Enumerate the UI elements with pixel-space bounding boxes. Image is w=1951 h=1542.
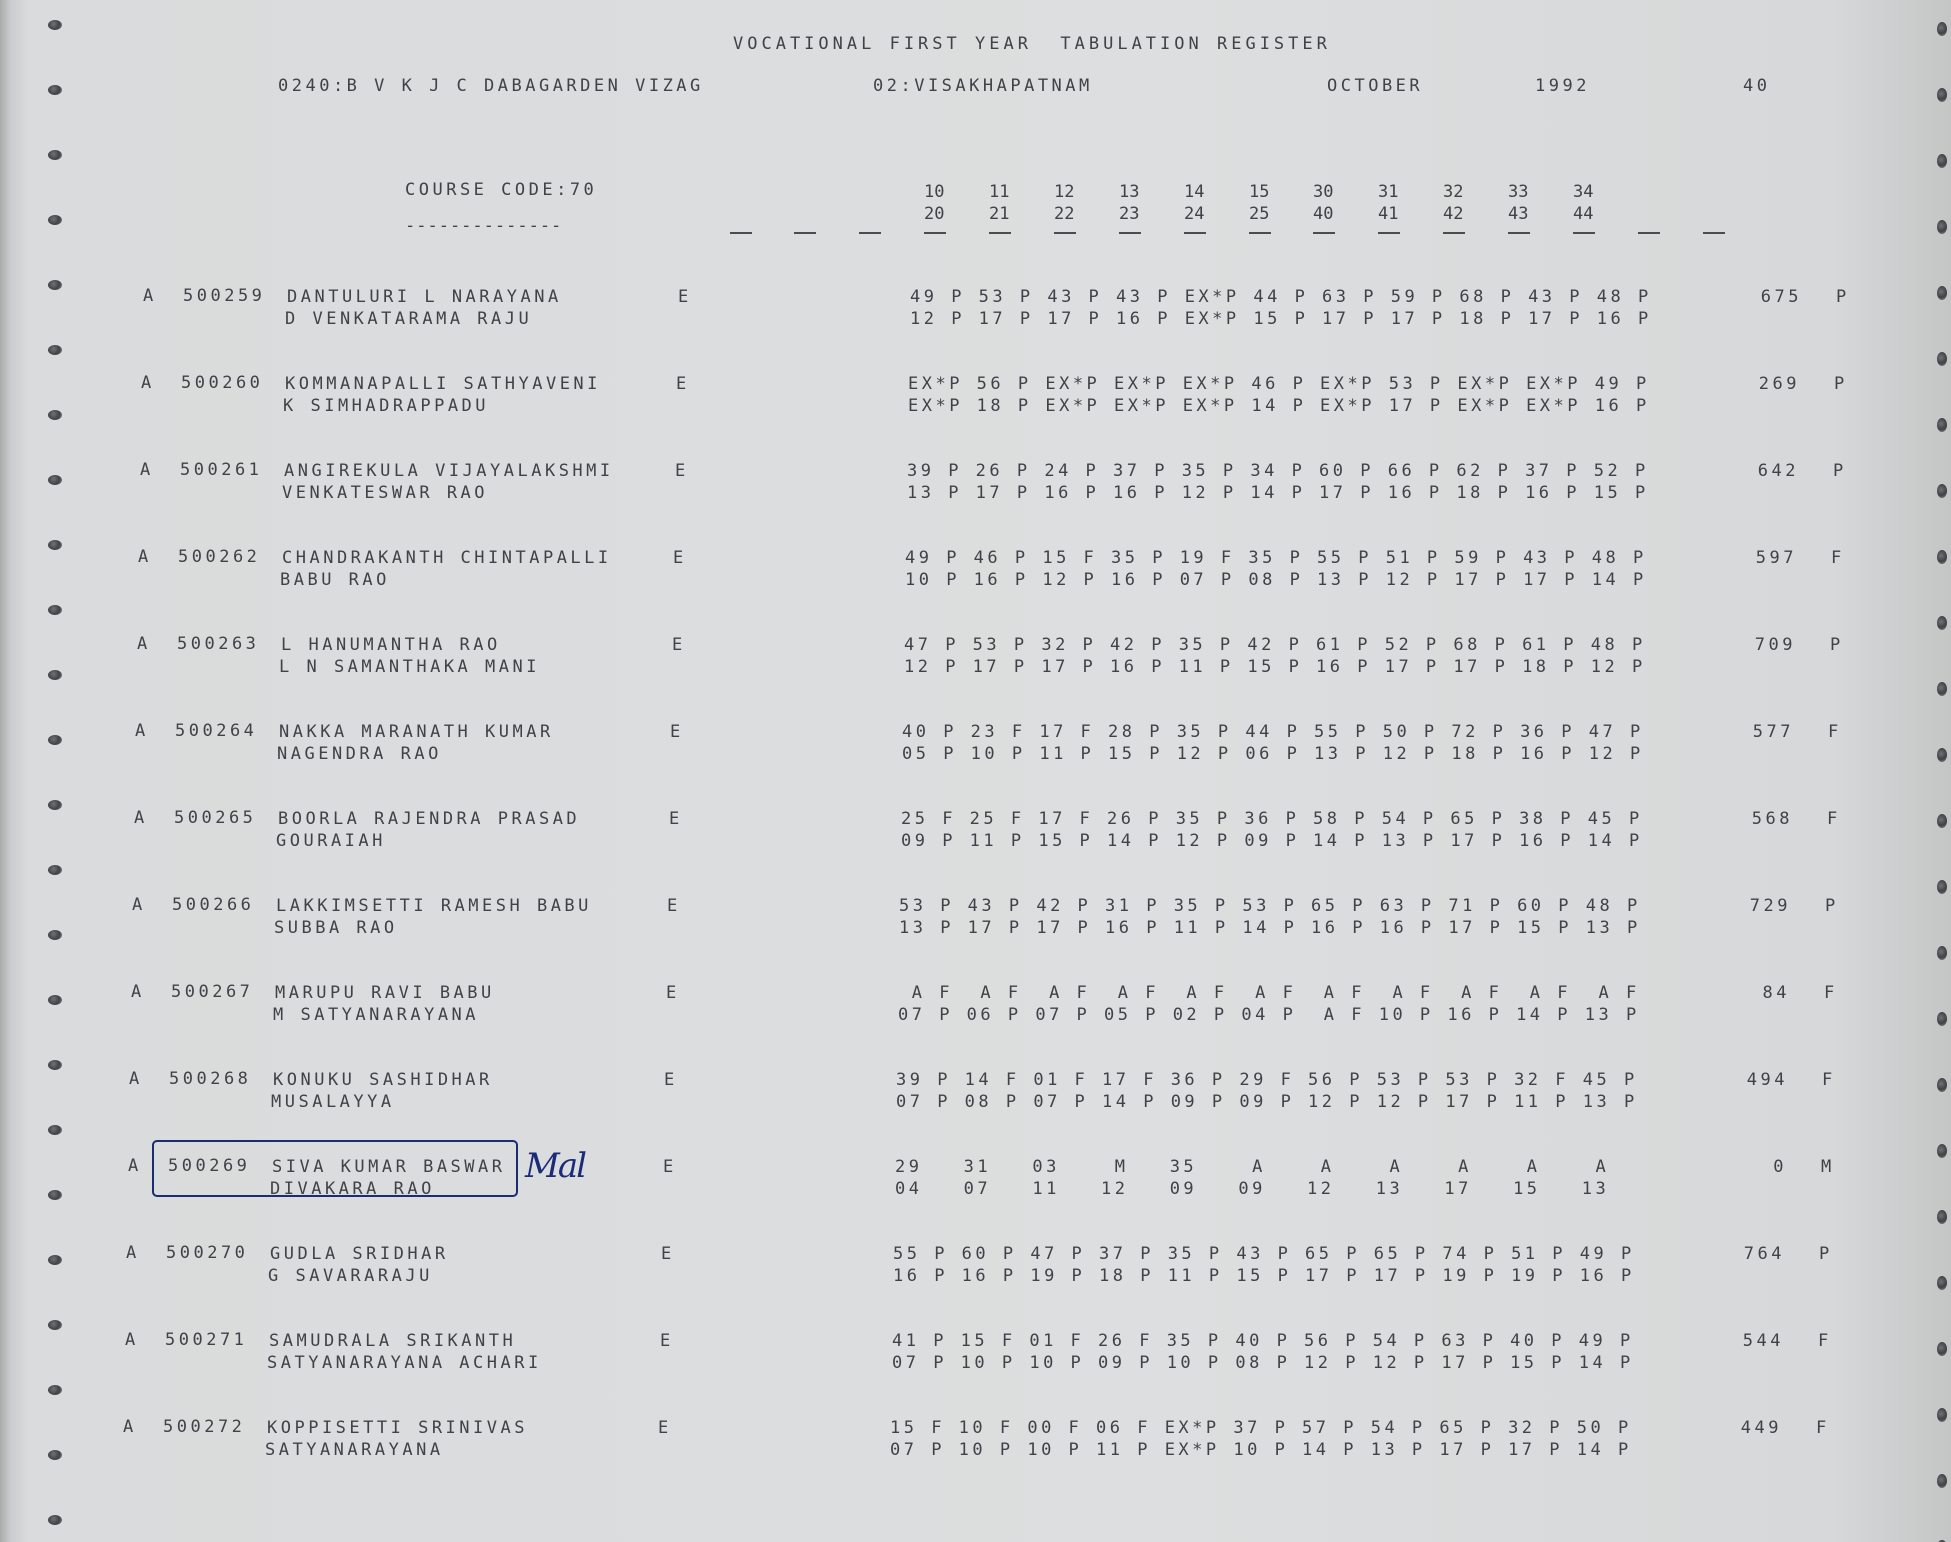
candidate-name: KOMMANAPALLI SATHYAVENI <box>285 374 601 394</box>
father-name: K SIMHADRAPPADU <box>283 396 490 416</box>
medium-code: E <box>667 896 681 916</box>
medium-code: E <box>676 374 690 394</box>
result-code: F <box>1828 722 1842 742</box>
marks-line-2: 04 07 11 12 09 09 12 13 17 15 13 <box>895 1179 1610 1199</box>
binder-hole <box>48 150 62 160</box>
result-code: F <box>1818 1331 1832 1351</box>
marks-line-2: 16 P 16 P 19 P 18 P 11 P 15 P 17 P 17 P 19 P 19 P 16 P <box>893 1266 1635 1286</box>
total-marks: 577 <box>1752 722 1794 742</box>
column-separator <box>924 232 946 236</box>
total-marks: 84 <box>1762 983 1790 1003</box>
binder-hole <box>48 1255 62 1265</box>
category-code: A <box>126 1243 140 1263</box>
roll-number: 500271 <box>165 1330 248 1350</box>
marks-line-2: 10 P 16 P 12 P 16 P 07 P 08 P 13 P 12 P 17 P 17 P 14 P <box>905 570 1647 590</box>
exam-year: 1992 <box>1535 76 1590 96</box>
marks-line-1: 40 P 23 F 17 F 28 P 35 P 44 P 55 P 50 P 72 P 36 P 47 P <box>902 722 1644 742</box>
roll-number: 500266 <box>172 895 255 915</box>
column-header-top: 34 <box>1573 182 1594 202</box>
course-code: COURSE CODE:70 <box>405 180 598 200</box>
medium-code: E <box>661 1244 675 1264</box>
binder-hole <box>48 1125 62 1135</box>
result-code: P <box>1819 1244 1833 1264</box>
total-marks: 544 <box>1742 1331 1784 1351</box>
column-header-top: 15 <box>1249 182 1270 202</box>
column-header-bottom: 23 <box>1119 204 1140 224</box>
candidate-name: SAMUDRALA SRIKANTH <box>269 1331 517 1351</box>
marks-line-2: 07 P 08 P 07 P 14 P 09 P 09 P 12 P 12 P 17 P 11 P 13 P <box>896 1092 1638 1112</box>
college-name: 0240:B V K J C DABAGARDEN VIZAG <box>278 76 704 96</box>
binder-hole <box>48 345 62 355</box>
binder-hole <box>48 995 62 1005</box>
marks-line-2: 13 P 17 P 16 P 16 P 12 P 14 P 17 P 16 P 18 P 16 P 15 P <box>907 483 1649 503</box>
column-separator <box>1184 232 1206 236</box>
result-code: P <box>1834 374 1848 394</box>
binder-hole <box>48 1320 62 1330</box>
roll-number: 500268 <box>169 1069 252 1089</box>
marks-line-1: 47 P 53 P 32 P 42 P 35 P 42 P 61 P 52 P 68 P 61 P 48 P <box>904 635 1646 655</box>
total-marks: 494 <box>1746 1070 1788 1090</box>
result-code: F <box>1824 983 1838 1003</box>
binder-hole <box>48 865 62 875</box>
roll-number: 500264 <box>175 721 258 741</box>
binder-hole <box>1937 946 1947 960</box>
total-marks: 709 <box>1754 635 1796 655</box>
father-name: BABU RAO <box>280 570 390 590</box>
marks-line-2: 07 P 10 P 10 P 11 P EX*P 10 P 14 P 13 P 17 P 17 P 14 P <box>890 1440 1632 1460</box>
candidate-name: ANGIREKULA VIJAYALAKSHMI <box>284 461 614 481</box>
father-name: SUBBA RAO <box>274 918 398 938</box>
category-code: A <box>141 373 155 393</box>
marks-line-1: 29 31 03 M 35 A A A A A A <box>895 1157 1610 1177</box>
result-code: F <box>1822 1070 1836 1090</box>
column-separator <box>1638 232 1660 236</box>
total-marks: 729 <box>1749 896 1791 916</box>
column-header-bottom: 24 <box>1184 204 1205 224</box>
binder-hole <box>1937 1210 1947 1224</box>
result-code: F <box>1816 1418 1830 1438</box>
column-header-bottom: 44 <box>1573 204 1594 224</box>
binder-hole <box>48 1385 62 1395</box>
column-separator <box>794 232 816 236</box>
binder-hole <box>48 20 62 30</box>
roll-number: 500267 <box>171 982 254 1002</box>
result-code: F <box>1831 548 1845 568</box>
register-title: VOCATIONAL FIRST YEAR TABULATION REGISTER <box>733 34 1331 54</box>
total-marks: 568 <box>1751 809 1793 829</box>
binder-hole <box>48 605 62 615</box>
candidate-name: CHANDRAKANTH CHINTAPALLI <box>282 548 612 568</box>
binder-hole <box>1937 220 1947 234</box>
category-code: A <box>131 982 145 1002</box>
binder-hole <box>48 800 62 810</box>
father-name: GOURAIAH <box>276 831 386 851</box>
candidate-name: GUDLA SRIDHAR <box>270 1244 449 1264</box>
marks-line-2: 05 P 10 P 11 P 15 P 12 P 06 P 13 P 12 P 18 P 16 P 12 P <box>902 744 1644 764</box>
medium-code: E <box>663 1157 677 1177</box>
roll-number: 500261 <box>180 460 263 480</box>
binder-hole <box>48 85 62 95</box>
result-code: P <box>1830 635 1844 655</box>
father-name: VENKATESWAR RAO <box>282 483 489 503</box>
marks-line-1: 39 P 14 F 01 F 17 F 36 P 29 F 56 P 53 P 53 P 32 F 45 P <box>896 1070 1638 1090</box>
column-header-bottom: 25 <box>1249 204 1270 224</box>
marks-line-1: 25 F 25 F 17 F 26 P 35 P 36 P 58 P 54 P 65 P 38 P 45 P <box>901 809 1643 829</box>
marks-line-2: 09 P 11 P 15 P 14 P 12 P 09 P 14 P 13 P 17 P 16 P 14 P <box>901 831 1643 851</box>
exam-month: OCTOBER <box>1327 76 1424 96</box>
handwritten-mark: Mal <box>525 1146 585 1186</box>
medium-code: E <box>664 1070 678 1090</box>
column-separator <box>1119 232 1141 236</box>
total-marks: 449 <box>1740 1418 1782 1438</box>
binder-hole <box>1937 1012 1947 1026</box>
candidate-name: SIVA KUMAR BASWAR <box>272 1157 506 1177</box>
candidate-name: NAKKA MARANATH KUMAR <box>279 722 554 742</box>
binder-hole <box>48 540 62 550</box>
result-code: P <box>1833 461 1847 481</box>
binder-hole <box>1937 1474 1947 1488</box>
column-header-bottom: 42 <box>1443 204 1464 224</box>
binder-hole <box>48 280 62 290</box>
binder-hole <box>1937 352 1947 366</box>
father-name: L N SAMANTHAKA MANI <box>279 657 540 677</box>
medium-code: E <box>666 983 680 1003</box>
binder-hole <box>1937 88 1947 102</box>
column-header-top: 30 <box>1313 182 1334 202</box>
binder-hole <box>1937 484 1947 498</box>
column-separator <box>1443 232 1465 236</box>
father-name: MUSALAYYA <box>271 1092 395 1112</box>
candidate-name: DANTULURI L NARAYANA <box>287 287 562 307</box>
binder-hole <box>1937 1342 1947 1356</box>
column-separator <box>1573 232 1595 236</box>
roll-number: 500272 <box>163 1417 246 1437</box>
binder-hole <box>48 215 62 225</box>
medium-code: E <box>673 548 687 568</box>
category-code: A <box>135 721 149 741</box>
father-name: NAGENDRA RAO <box>277 744 442 764</box>
column-header-top: 11 <box>989 182 1010 202</box>
column-separator <box>730 232 752 236</box>
binder-hole <box>1937 418 1947 432</box>
binder-hole <box>1937 154 1947 168</box>
column-header-bottom: 40 <box>1313 204 1334 224</box>
marks-line-1: 49 P 53 P 43 P 43 P EX*P 44 P 63 P 59 P 68 P 43 P 48 P <box>910 287 1652 307</box>
roll-number: 500269 <box>168 1156 251 1176</box>
marks-line-2: 13 P 17 P 17 P 16 P 11 P 14 P 16 P 16 P 17 P 15 P 13 P <box>899 918 1641 938</box>
father-name: M SATYANARAYANA <box>273 1005 480 1025</box>
roll-number: 500270 <box>166 1243 249 1263</box>
total-marks: 597 <box>1755 548 1797 568</box>
binder-hole <box>1937 748 1947 762</box>
binder-hole <box>1937 880 1947 894</box>
roll-number: 500262 <box>178 547 261 567</box>
category-code: A <box>125 1330 139 1350</box>
column-separator <box>1249 232 1271 236</box>
candidate-name: BOORLA RAJENDRA PRASAD <box>278 809 581 829</box>
column-header-top: 12 <box>1054 182 1075 202</box>
total-marks: 269 <box>1758 374 1800 394</box>
column-header-bottom: 41 <box>1378 204 1399 224</box>
binder-hole <box>1937 550 1947 564</box>
binder-hole <box>1937 1144 1947 1158</box>
result-code: F <box>1827 809 1841 829</box>
roll-number: 500263 <box>177 634 260 654</box>
binder-hole <box>48 1190 62 1200</box>
column-header-top: 33 <box>1508 182 1529 202</box>
marks-line-2: 12 P 17 P 17 P 16 P 11 P 15 P 16 P 17 P 17 P 18 P 12 P <box>904 657 1646 677</box>
marks-line-1: 41 P 15 F 01 F 26 F 35 P 40 P 56 P 54 P 63 P 40 P 49 P <box>892 1331 1634 1351</box>
candidate-name: MARUPU RAVI BABU <box>275 983 495 1003</box>
binder-hole <box>1937 814 1947 828</box>
total-marks: 642 <box>1757 461 1799 481</box>
roll-number: 500260 <box>181 373 264 393</box>
category-code: A <box>123 1417 137 1437</box>
result-code: M <box>1821 1157 1835 1177</box>
candidate-name: L HANUMANTHA RAO <box>281 635 501 655</box>
binder-hole <box>48 1450 62 1460</box>
category-code: A <box>143 286 157 306</box>
column-separator <box>859 232 881 236</box>
binder-hole <box>48 1060 62 1070</box>
column-separator <box>1703 232 1725 236</box>
column-header-bottom: 43 <box>1508 204 1529 224</box>
district-name: 02:VISAKHAPATNAM <box>873 76 1093 96</box>
column-header-bottom: 20 <box>924 204 945 224</box>
roll-number: 500259 <box>183 286 266 306</box>
binder-hole <box>1937 286 1947 300</box>
marks-line-2: 07 P 10 P 10 P 09 P 10 P 08 P 12 P 12 P 17 P 15 P 14 P <box>892 1353 1634 1373</box>
category-code: A <box>138 547 152 567</box>
marks-line-1: A F A F A F A F A F A F A F A F A F A F A F <box>898 983 1640 1003</box>
father-name: SATYANARAYANA ACHARI <box>267 1353 542 1373</box>
binder-hole <box>48 735 62 745</box>
column-separator <box>1508 232 1530 236</box>
total-marks: 764 <box>1743 1244 1785 1264</box>
binder-hole <box>1937 22 1947 36</box>
circled-entry <box>152 1140 518 1197</box>
binder-hole <box>1937 1408 1947 1422</box>
result-code: P <box>1825 896 1839 916</box>
binder-hole <box>48 410 62 420</box>
column-separator <box>1313 232 1335 236</box>
total-marks: 675 <box>1760 287 1802 307</box>
binder-hole <box>48 1515 62 1525</box>
medium-code: E <box>658 1418 672 1438</box>
column-header-top: 13 <box>1119 182 1140 202</box>
binder-hole <box>48 930 62 940</box>
marks-line-2: 12 P 17 P 17 P 16 P EX*P 15 P 17 P 17 P 18 P 17 P 16 P <box>910 309 1652 329</box>
marks-line-2: EX*P 18 P EX*P EX*P EX*P 14 P EX*P 17 P EX*P EX*P 16 P <box>908 396 1650 416</box>
medium-code: E <box>675 461 689 481</box>
category-code: A <box>137 634 151 654</box>
marks-line-1: EX*P 56 P EX*P EX*P EX*P 46 P EX*P 53 P EX*P EX*P 49 P <box>908 374 1650 394</box>
father-name: SATYANARAYANA <box>265 1440 444 1460</box>
marks-line-1: 55 P 60 P 47 P 37 P 35 P 43 P 65 P 65 P 74 P 51 P 49 P <box>893 1244 1635 1264</box>
candidate-name: KOPPISETTI SRINIVAS <box>267 1418 528 1438</box>
father-name: G SAVARARAJU <box>268 1266 433 1286</box>
medium-code: E <box>660 1331 674 1351</box>
column-header-top: 10 <box>924 182 945 202</box>
column-separator <box>1054 232 1076 236</box>
column-header-bottom: 22 <box>1054 204 1075 224</box>
marks-line-1: 15 F 10 F 00 F 06 F EX*P 37 P 57 P 54 P 65 P 32 P 50 P <box>890 1418 1632 1438</box>
column-separator <box>1378 232 1400 236</box>
medium-code: E <box>678 287 692 307</box>
marks-line-1: 53 P 43 P 42 P 31 P 35 P 53 P 65 P 63 P 71 P 60 P 48 P <box>899 896 1641 916</box>
marks-line-2: 07 P 06 P 07 P 05 P 02 P 04 P A F 10 P 16 P 14 P 13 P <box>898 1005 1640 1025</box>
result-code: P <box>1836 287 1850 307</box>
category-code: A <box>129 1069 143 1089</box>
category-code: A <box>132 895 146 915</box>
column-header-bottom: 21 <box>989 204 1010 224</box>
father-name: DIVAKARA RAO <box>270 1179 435 1199</box>
binder-hole <box>48 475 62 485</box>
column-header-top: 14 <box>1184 182 1205 202</box>
binder-hole <box>1937 1276 1947 1290</box>
category-code: A <box>134 808 148 828</box>
column-header-top: 31 <box>1378 182 1399 202</box>
page-number: 40 <box>1743 76 1771 96</box>
marks-line-1: 49 P 46 P 15 F 35 P 19 F 35 P 55 P 51 P 59 P 43 P 48 P <box>905 548 1647 568</box>
binder-hole <box>48 670 62 680</box>
father-name: D VENKATARAMA RAJU <box>285 309 533 329</box>
category-code: A <box>128 1156 142 1176</box>
binder-hole <box>1937 616 1947 630</box>
column-separator <box>989 232 1011 236</box>
binder-hole <box>1937 1078 1947 1092</box>
medium-code: E <box>672 635 686 655</box>
medium-code: E <box>670 722 684 742</box>
column-header-top: 32 <box>1443 182 1464 202</box>
total-marks: 0 <box>1773 1157 1787 1177</box>
binder-hole <box>1937 682 1947 696</box>
medium-code: E <box>669 809 683 829</box>
candidate-name: KONUKU SASHIDHAR <box>273 1070 493 1090</box>
category-code: A <box>140 460 154 480</box>
course-code-underline: -------------- <box>405 216 563 236</box>
roll-number: 500265 <box>174 808 257 828</box>
marks-line-1: 39 P 26 P 24 P 37 P 35 P 34 P 60 P 66 P 62 P 37 P 52 P <box>907 461 1649 481</box>
candidate-name: LAKKIMSETTI RAMESH BABU <box>276 896 592 916</box>
